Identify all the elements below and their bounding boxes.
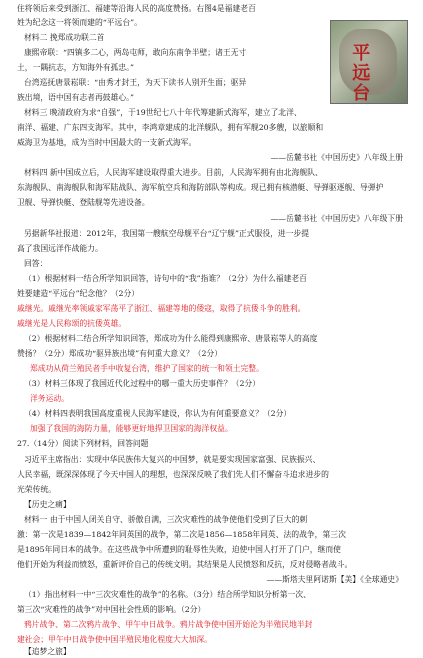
text-line: 台湾巡抚唐景崧联：“由秀才封王，为天下读书人别开生面；驱异: [24, 78, 247, 87]
answer: 戚继光。戚继光率领戚家军荡平了浙江、福建等地的倭寇，取得了抗倭斗争的胜利。: [17, 304, 306, 313]
text-line: 卫舰、导弹快艇、登陆舰等先进设备。: [17, 198, 150, 207]
text-line: 材料一 由于中国人闭关自守、骄傲自满，三次灾难性的战争使他们受到了巨大的刺: [24, 515, 308, 524]
text-line: 土，一隅抗志，方知海外有孤忠。”: [17, 63, 135, 72]
text-line: 人民幸福，既深深体现了今天中国人的理想，也深深反映了我们先人们不懈奋斗追求进步的: [17, 470, 329, 479]
text-line: 高了我国远洋作战能力。: [17, 244, 103, 253]
text-line: 习近平主席指出：实现中华民族伟大复兴的中国梦，就是要实现国家富强、民族振兴、: [24, 455, 321, 464]
answer: 加强了我国的海防力量，能够更好地捍卫国家的海洋权益。: [30, 424, 233, 433]
text-line: 南洋、福建、广东四支海军。其中，李鸿章建成的北洋舰队，拥有军舰20多艘，以旅顺和: [17, 123, 324, 132]
text-line: 他们开始为利益而愤怒，重新评价自己的传统文明。其结果是人民愤怒和反抗，反对侵略者战斗。: [17, 560, 353, 569]
citation: ——岳麓书社《中国历史》八年级上册: [270, 153, 403, 162]
text-line: 住将领后来受到浙江、福建等沿海人民的高度赞扬。右图4是福建老百: [17, 4, 256, 13]
question: （2）根据材料二结合所学知识回答，郑成功为什么能得到康熙帝、唐景崧等人的高度: [24, 334, 318, 343]
question: 姓要建造“平远台”纪念他？（2分）: [17, 289, 140, 298]
citation: ——斯塔夫里阿诺斯【美】《全球通史》: [266, 575, 403, 584]
text-line: 东海舰队、南海舰队和海军陆战队、海军航空兵和海防部队等构成。现已拥有核潜艇、导弹驱逐舰、导弹护: [17, 183, 384, 192]
text-line: 材料四 新中国成立后，人民海军建设取得重大进步。目前，人民海军拥有由北海舰队、: [24, 168, 323, 177]
question: （3）材料三体现了我国近代化过程中的哪一重大历史事件？（2分）: [24, 379, 261, 388]
text-line: 姓为纪念这一将领而建的“平远台”。: [17, 18, 142, 27]
text-line: 激：第一次是1839—1842年同英国的战争，第二次是1856—1858年同英、法的战争，第三次: [17, 530, 346, 539]
question: （1）指出材料一中“三次灾难性的战争”的名称。（3分）结合所学知识分析第一次、: [24, 590, 311, 599]
section-heading: 【追梦之旅】: [24, 647, 71, 656]
text-line: 回答：: [24, 259, 48, 268]
text-line: 威海卫为基地，成为当时中国最大的一支新式海军。: [17, 138, 197, 147]
answer: 鸦片战争、第二次鸦片战争、甲午中日战争。鸦片战争使中国开始沦为半殖民地半封: [24, 620, 313, 629]
text-line: 材料三 晚清政府为求“自强”，于19世纪七八十年代筹建新式海军，建立了北洋、: [24, 108, 302, 117]
answer: 戚继光是人民称颂的抗倭英雄。: [17, 319, 127, 328]
text-line: 康熙帝联：“四镇多二心，两岛屯师，敢向东南争半壁；诸王无寸: [24, 48, 247, 57]
answer: 郑成功从荷兰殖民者手中收复台湾，维护了国家的统一和领土完整。: [30, 364, 264, 373]
text-line: 另据新华社报道：2012年，我国第一艘航空母舰平台“辽宁舰”正式服役，进一步提: [24, 229, 310, 238]
citation: ——岳麓书社《中国历史》八年级下册: [270, 214, 403, 223]
answer: 洋务运动。: [30, 394, 69, 403]
question: （4）材料四表明我国高度重视人民海军建设，你认为有何重要意义？（2分）: [24, 409, 292, 418]
text-line: 材料二 挽郑成功联二首: [24, 33, 105, 42]
section-heading: 【历史之痛】: [24, 500, 71, 509]
text-line: 光荣传统。: [17, 485, 56, 494]
question-title: 27.（14分）阅读下列材料，回答问题: [17, 439, 149, 448]
answer: 建社会；甲午中日战争使中国半殖民地化程度大大加深。: [17, 635, 212, 644]
question: 赞扬？（2分）郑成功“驱异族出境”有何重大意义？（2分）: [17, 349, 223, 358]
text-line: 是1895年同日本的战争。在这些战争中所遭到的耻辱性失败，迫使中国人打开了门户，继而使: [17, 545, 341, 554]
monument-inscription: 平远台: [349, 43, 371, 103]
question: 第三次“灾难性的战争”对中国社会性质的影响。（2分）: [17, 605, 206, 614]
question: （1）根据材料一结合所学知识回答，诗句中的“我”指谁？（2分）为什么福建老百: [24, 274, 307, 283]
pingyuan-tai-photo: [330, 20, 408, 104]
text-line: 族出境，语中国有志者再鼓雄心。”: [17, 93, 135, 102]
